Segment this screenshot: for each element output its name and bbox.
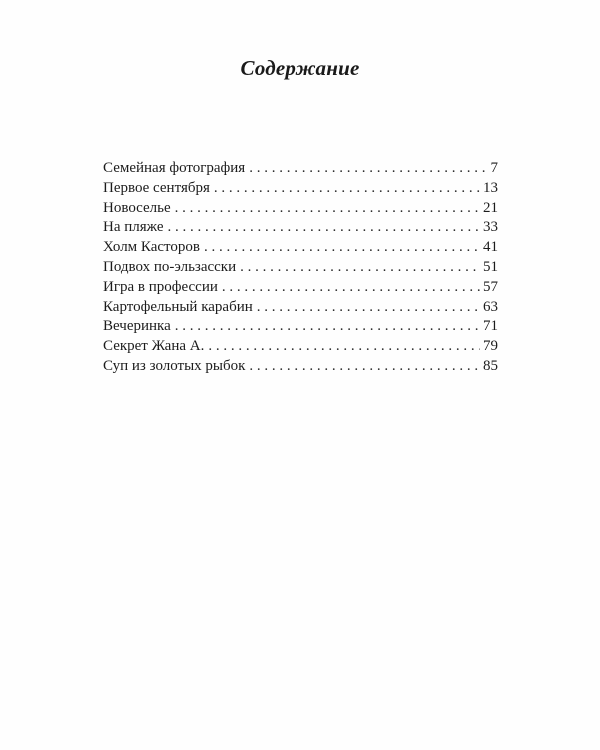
toc-entry [103,180,498,200]
toc-entry-title: Первое сентября [103,179,210,196]
toc-entry-title: На пляже [103,219,164,236]
toc-entry [103,279,498,299]
toc-entry [103,299,498,319]
dot-leader [249,358,480,375]
dot-leader [204,239,480,256]
dot-leader [175,200,480,217]
dot-leader [257,299,480,316]
toc-entry-title: Семейная фотография [103,160,246,176]
toc-entry [103,239,498,259]
toc-entry [103,259,498,279]
toc-entry-title: Вечеринка [103,318,171,335]
toc-entry-page: 63 [483,298,498,315]
toc-entry-page: 71 [483,318,498,335]
toc-entry [103,160,498,180]
toc-entry-page: 79 [483,338,498,355]
toc-entry-title: Суп из золотых рыбок [103,357,246,374]
toc-entry-title: Секрет Жана А. [103,338,205,355]
toc-entry [103,318,498,338]
dot-leader [175,318,480,335]
toc-entry-page: 41 [483,239,498,256]
toc-entry [103,200,498,220]
toc-entry-title: Картофельный карабин [103,298,253,315]
toc-entry-page: 85 [483,357,498,374]
toc-entry-title: Подвох по-эльзасски [103,258,237,275]
toc-entry-page: 7 [490,160,498,176]
dot-leader [249,160,487,177]
toc-entry [103,358,498,378]
toc-title: Содержание [240,56,360,80]
toc-entry [103,219,498,239]
toc-entry-page: 13 [483,179,498,196]
dot-leader [208,338,480,355]
toc-entry-page: 21 [483,199,498,216]
dot-leader [222,279,480,296]
toc-entry-page: 33 [483,219,498,236]
dot-leader [240,259,480,276]
toc-entry-title: Игра в профессии [103,278,218,295]
toc-entry-page: 51 [483,258,498,275]
dot-leader [167,219,480,236]
table-of-contents [103,160,498,378]
toc-entry-title: Холм Касторов [103,239,200,256]
toc-entry-title: Новоселье [103,199,171,216]
toc-entry-page: 57 [483,278,498,295]
dot-leader [214,180,480,197]
toc-entry [103,338,498,358]
